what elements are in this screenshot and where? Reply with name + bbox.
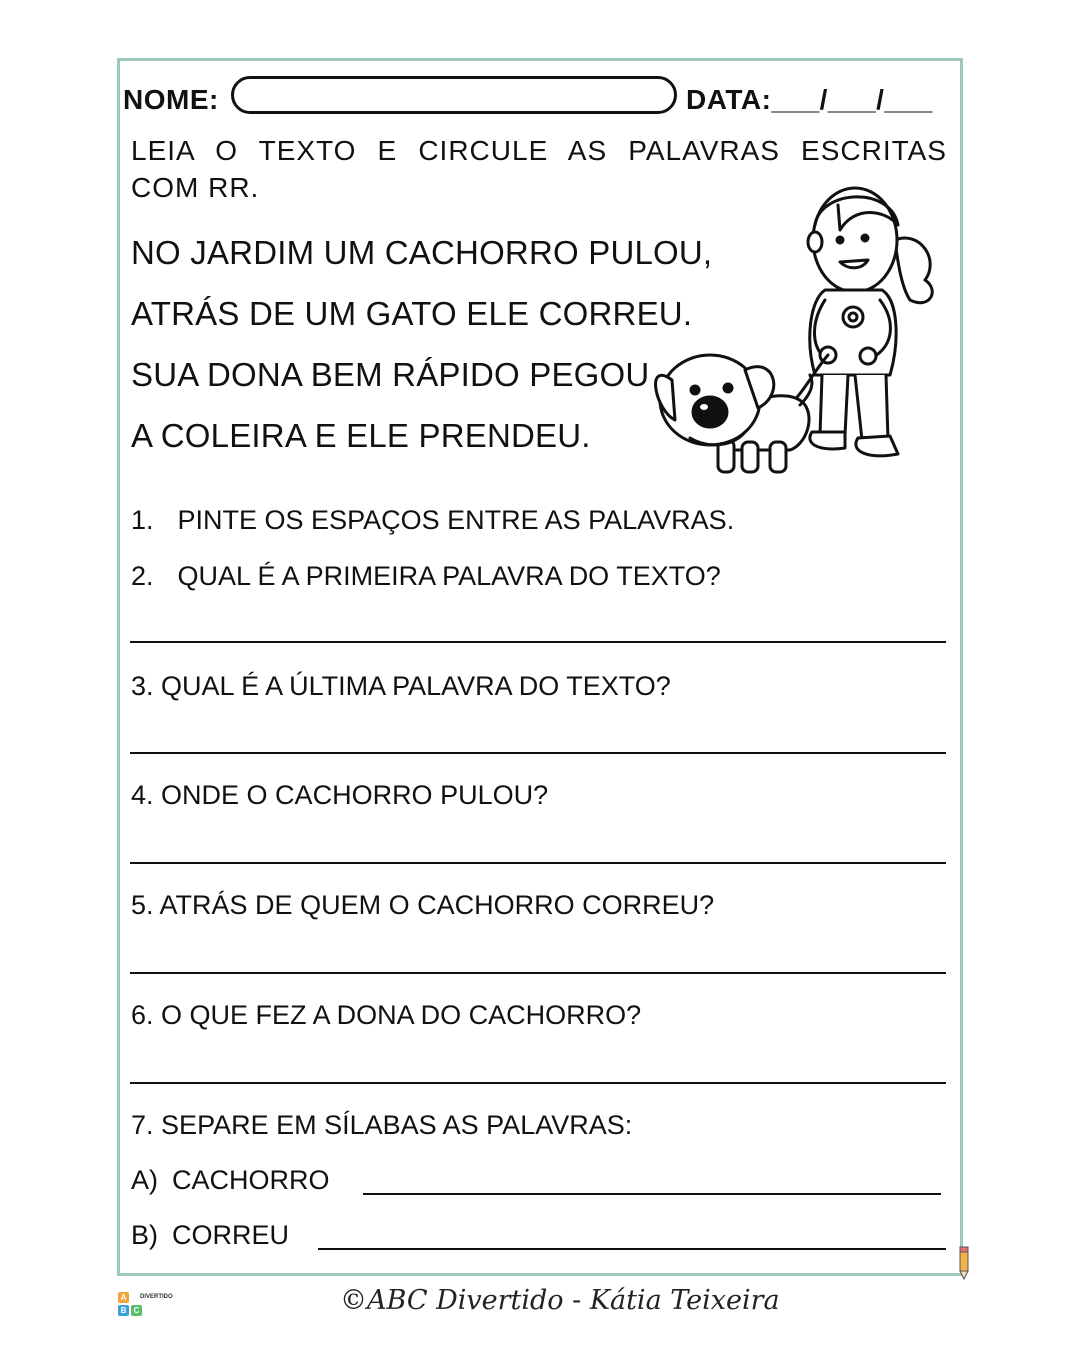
answer-line-6[interactable] — [130, 1082, 946, 1084]
poem-line-2: ATRÁS DE UM GATO ELE CORREU. — [131, 295, 693, 332]
poem-line-1: NO JARDIM UM CACHORRO PULOU, — [131, 234, 713, 271]
question-7: 7. SEPARE EM SÍLABAS AS PALAVRAS: — [131, 1110, 633, 1140]
name-label: NOME: — [123, 84, 219, 115]
answer-line-3[interactable] — [130, 752, 946, 754]
footer-credit: ©ABC Divertido - Kátia Teixeira — [340, 1285, 780, 1316]
question-5: 5. ATRÁS DE QUEM O CACHORRO CORREU? — [131, 890, 715, 920]
poem-line-3: SUA DONA BEM RÁPIDO PEGOU — [131, 356, 650, 393]
poem-line-4: A COLEIRA E ELE PRENDEU. — [131, 417, 591, 454]
name-input-box[interactable] — [231, 76, 677, 114]
instruction-line-1: LEIA O TEXTO E CIRCULE AS PALAVRAS ESCRITAS — [131, 135, 947, 166]
question-1: 1. PINTE OS ESPAÇOS ENTRE AS PALAVRAS. — [131, 505, 735, 535]
answer-line-2[interactable] — [130, 641, 946, 643]
answer-line-4[interactable] — [130, 862, 946, 864]
question-6: 6. O QUE FEZ A DONA DO CACHORRO? — [131, 1000, 642, 1030]
abc-divertido-logo: A B C DIVERTIDO — [116, 1290, 166, 1320]
girl-walking-dog-icon — [640, 170, 950, 485]
question-2: 2. QUAL É A PRIMEIRA PALAVRA DO TEXTO? — [131, 561, 721, 591]
question-3: 3. QUAL É A ÚLTIMA PALAVRA DO TEXTO? — [131, 671, 671, 701]
answer-line-5[interactable] — [130, 972, 946, 974]
syllable-item-a: A) CACHORRO — [131, 1165, 330, 1195]
date-label[interactable]: DATA:___/___/___ — [686, 84, 933, 115]
syllable-answer-line-a[interactable] — [363, 1193, 941, 1195]
question-4: 4. ONDE O CACHORRO PULOU? — [131, 780, 549, 810]
instruction-line-2: COM RR. — [131, 172, 260, 203]
pencil-icon — [956, 1245, 972, 1281]
syllable-answer-line-b[interactable] — [318, 1248, 946, 1250]
syllable-item-b: B) CORREU — [131, 1220, 290, 1250]
